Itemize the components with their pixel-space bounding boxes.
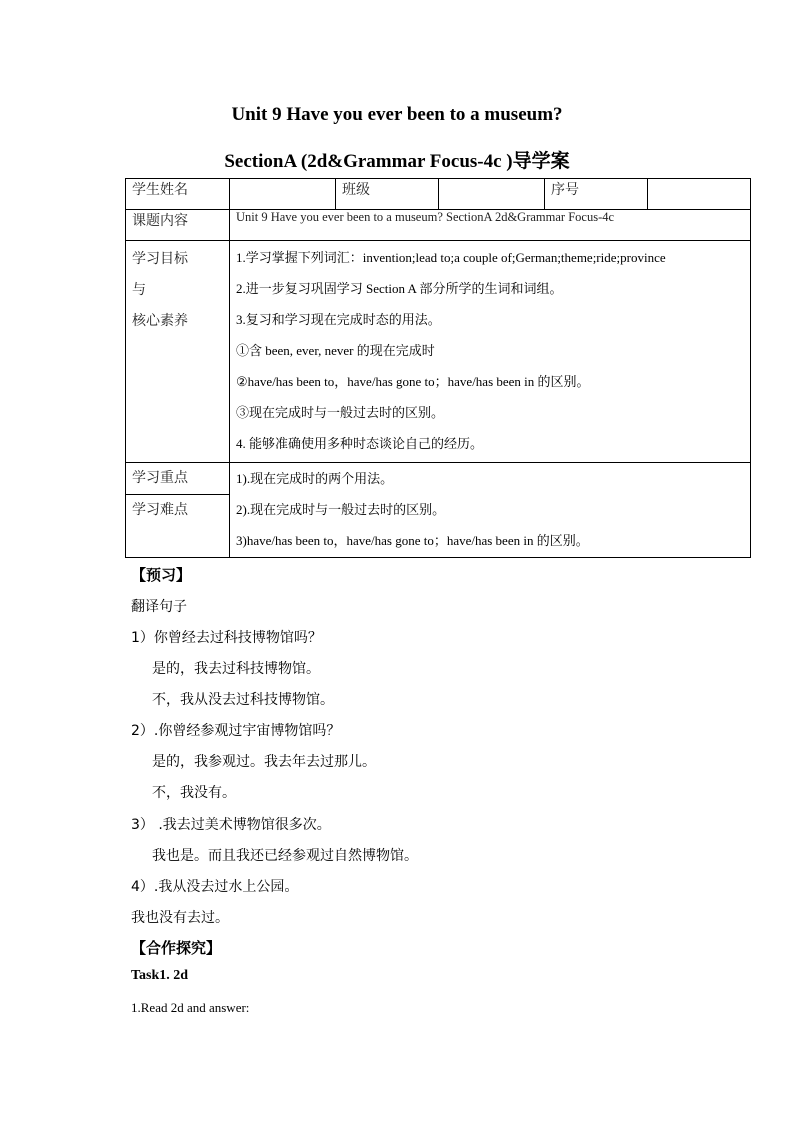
- preview-item: 1）你曾经去过科技博物馆吗？: [131, 630, 322, 646]
- class-label: 班级: [336, 179, 439, 210]
- objective-line: ③现在完成时与一般过去时的区别。: [236, 405, 445, 420]
- preview-item: 是的，我参观过。我去年去过那儿。: [152, 754, 376, 770]
- title-line-1: Unit 9 Have you ever been to a museum?: [231, 104, 563, 125]
- preview-heading: 【预习】: [131, 566, 192, 584]
- key-point-line: 2).现在完成时与一般过去时的区别。: [236, 502, 446, 517]
- objectives-label-line: 与: [132, 282, 146, 298]
- table-row: [126, 463, 751, 558]
- preview-item: 不，我没有。: [152, 785, 236, 801]
- title-line-2: SectionA (2d&Grammar Focus-4c )导学案: [224, 151, 570, 172]
- seat-number-label: 序号: [545, 179, 648, 210]
- preview-item: 是的，我去过科技博物馆。: [152, 661, 320, 677]
- class-field[interactable]: [439, 179, 545, 210]
- key-points-label: 学习重点: [126, 463, 229, 495]
- preview-item: 我也是。而且我还已经参观过自然博物馆。: [152, 848, 418, 864]
- task-question: 1.Read 2d and answer:: [131, 1000, 250, 1015]
- key-difficult-labels: [126, 463, 230, 558]
- objective-line: 4. 能够准确使用多种时态谈论自己的经历。: [236, 436, 484, 451]
- table-row: [126, 241, 751, 463]
- preview-item: 3） .我去过美术博物馆很多次。: [131, 817, 331, 833]
- objectives-label-line: 学习目标: [132, 251, 188, 267]
- objective-line: 3.复习和学习现在完成时态的用法。: [236, 312, 441, 327]
- objectives-label: [126, 241, 230, 463]
- objective-line: ②have/has been to，have/has gone to；have/has been in 的区别。: [236, 374, 590, 389]
- preview-subheading: 翻译句子: [131, 599, 187, 615]
- key-point-line: 1).现在完成时的两个用法。: [236, 471, 394, 486]
- student-name-label: 学生姓名: [126, 179, 230, 210]
- preview-item: 不，我从没去过科技博物馆。: [152, 692, 334, 708]
- objective-line: ①含 been, ever, never 的现在完成时: [236, 343, 435, 358]
- table-row: [126, 210, 751, 241]
- objective-line: 1.学习掌握下列词汇：invention;lead to;a couple of;German;theme;ride;province: [236, 250, 666, 265]
- seat-number-field[interactable]: [648, 179, 751, 210]
- topic-label: 课题内容: [126, 210, 230, 241]
- key-point-line: 3)have/has been to，have/has gone to；have/has been in 的区别。: [236, 533, 589, 548]
- task-heading: Task1. 2d: [131, 968, 189, 983]
- info-table: [125, 178, 751, 558]
- objectives-label-line: 核心素养: [132, 313, 188, 329]
- table-row: [126, 179, 751, 210]
- objective-line: 2.进一步复习巩固学习 Section A 部分所学的生词和词组。: [236, 281, 563, 296]
- topic-value: Unit 9 Have you ever been to a museum? SectionA 2d&Grammar Focus-4c: [230, 210, 751, 241]
- preview-item: 4）.我从没去过水上公园。: [131, 879, 299, 895]
- cooperative-heading: 【合作探究】: [131, 939, 222, 957]
- key-points-content: [230, 463, 751, 558]
- student-name-field[interactable]: [230, 179, 336, 210]
- preview-item: 2）.你曾经参观过宇宙博物馆吗？: [131, 723, 341, 739]
- difficult-points-label: 学习难点: [132, 502, 188, 518]
- objectives-content: [230, 241, 751, 463]
- preview-item: 我也没有去过。: [131, 910, 229, 926]
